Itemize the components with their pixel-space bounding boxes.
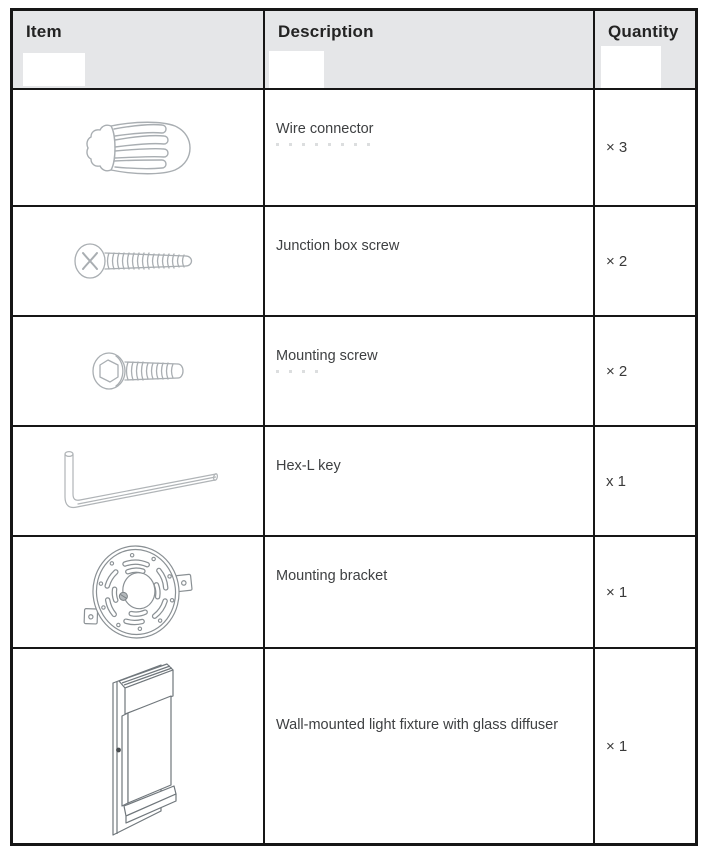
erased-text-remnant [276,143,374,146]
description-text: Wall-mounted light fixture with glass diffuser [276,717,559,733]
description-text: Wire connector [276,121,374,137]
description-text: Mounting bracket [276,568,388,584]
hex-l-key-illustration [53,444,223,519]
description-text: Hex-L key [276,458,341,474]
table-row-quantity-cell [595,649,695,843]
quantity-text: × 3 [606,139,628,156]
description-text: Junction box screw [276,238,400,254]
redaction-patch [23,53,85,86]
table-row-item-cell [13,427,263,535]
column-header-quantity-label: Quantity [608,22,679,41]
redaction-patch [601,46,661,88]
junction-box-screw-illustration [71,239,206,283]
description-text: Mounting screw [276,348,378,364]
column-header-item-label: Item [26,22,62,41]
column-header-description-label: Description [278,22,374,41]
table-row-quantity-cell [595,90,695,205]
column-header-description [265,11,593,88]
table-row-description-cell [265,649,593,843]
wire-connector-illustration [78,113,198,183]
mounting-screw-illustration [86,346,191,396]
quantity-text: × 2 [606,252,628,270]
mounting-bracket-illustration [81,542,196,642]
table-row-item-cell [13,207,263,315]
table-row-quantity-cell [595,427,695,535]
parts-table [10,8,698,846]
quantity-text: × 2 [606,362,628,380]
quantity-text: x 1 [606,472,627,490]
table-row-description-cell [265,90,593,205]
quantity-text: × 1 [606,737,628,755]
table-row-description-cell [265,207,593,315]
table-row-quantity-cell [595,537,695,647]
erased-text-remnant [276,370,328,373]
table-row-item-cell [13,90,263,205]
table-row-item-cell [13,537,263,647]
table-row-description-cell [265,427,593,535]
table-row-description-cell [265,537,593,647]
column-header-quantity [595,11,695,88]
quantity-text: × 1 [606,583,628,601]
table-row-quantity-cell [595,317,695,425]
table-row-quantity-cell [595,207,695,315]
table-row-item-cell [13,317,263,425]
column-header-item [13,11,263,88]
wall-fixture-illustration [88,654,188,839]
table-row-item-cell [13,649,263,843]
table-row-description-cell [265,317,593,425]
redaction-patch [269,51,324,88]
